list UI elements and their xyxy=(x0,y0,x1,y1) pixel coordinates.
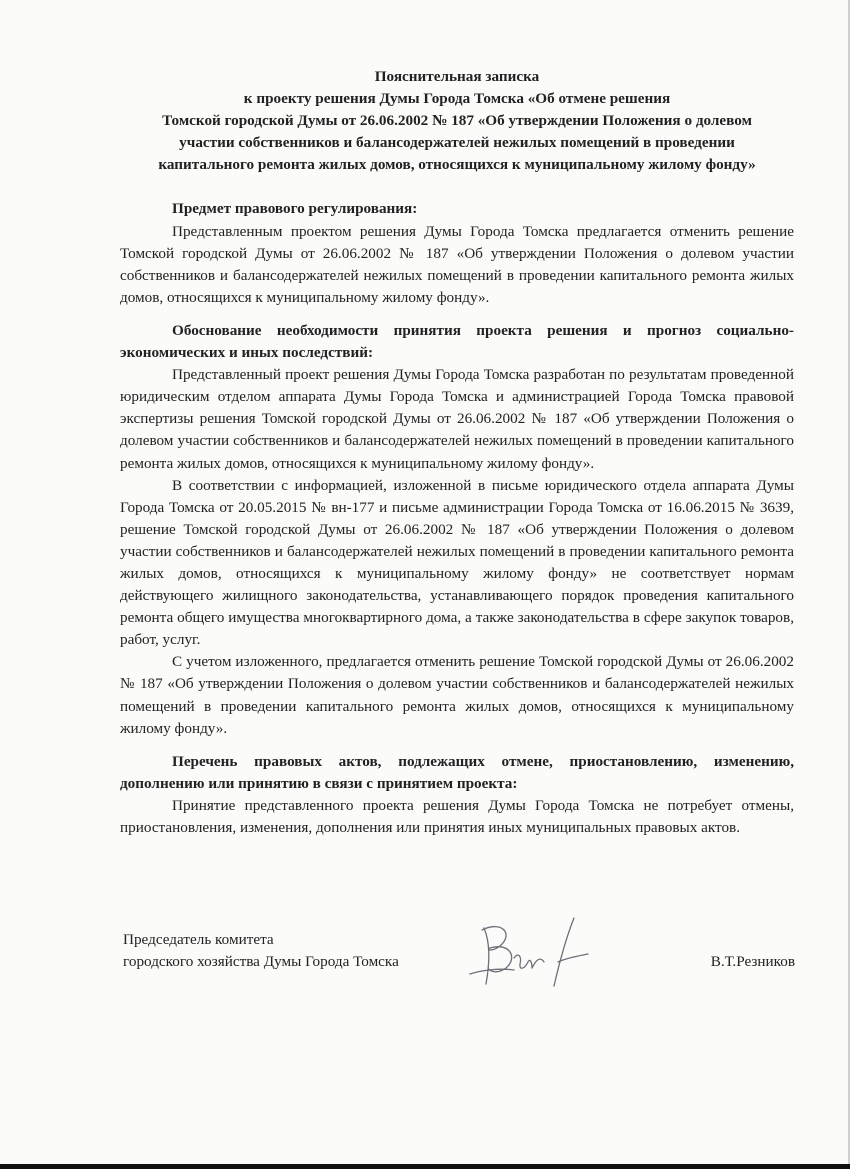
title-line: Пояснительная записка xyxy=(374,68,540,85)
section-paragraph: В соответствии с информацией, изложенной в письме юридического отдела аппарата Думы Города Томска от 20.05.2015 № вн-177 и письме администрации Города Томска от 16.06.2015 № 3639, решение Томской городской Думы от 26.06.2002 № 187 «Об утверждении Положения о долевом участии собственников и балансодержателей нежилых помещений в проведении капитального ремонта жилых домов, относящихся к муниципальному жилому фонду» не соответствует нормам действующего жилищного законодательства, устанавливающего порядок проведения капитального ремонта общего имущества многоквартирного дома, а также законодательства в сфере закупок товаров, работ, услуг. xyxy=(120,476,794,649)
section-paragraph: Принятие представленного проекта решения Думы Города Томска не потребует отмены, приостановления, изменения, дополнения или принятия иных муниципальных правовых актов. xyxy=(120,796,794,836)
title-line: к проекту решения Думы Города Томска «Об отмене решения xyxy=(243,90,671,108)
signer-position xyxy=(123,929,795,974)
title-line: капитального ремонта жилых домов, относящихся к муниципальному жилому фонду» xyxy=(158,156,756,174)
title-line: участии собственников и балансодержателей нежилых помещений в проведении xyxy=(179,134,735,152)
signature-block xyxy=(123,929,795,974)
signer-position-line: городского хозяйства Думы Города Томска xyxy=(123,953,399,971)
section-paragraph: С учетом изложенного, предлагается отменить решение Томской городской Думы от 26.06.2002 № 187 «Об утверждении Положения о долевом участии собственников и балансодержателей нежилых помещений в проведении капитального ремонта жилых домов, относящихся к муниципальному жилому фонду». xyxy=(120,653,794,737)
handwritten-signature xyxy=(462,912,602,997)
signer-name: В.Т.Резников xyxy=(710,953,795,970)
scan-edge xyxy=(0,1164,850,1169)
signer-position-line: Председатель комитета xyxy=(123,931,274,948)
section-heading-subject: Предмет правового регулирования: xyxy=(172,200,418,218)
section-paragraph: Представленным проектом решения Думы Города Томска предлагается отменить решение Томской городской Думы от 26.06.2002 № 187 «Об утверждении Положения о долевом участии собственников и балансодержателей нежилых помещений в проведении капитального ремонта жилых домов, относящихся к муниципальному жилому фонду». xyxy=(120,222,794,306)
section-paragraph: Представленный проект решения Думы Города Томска разработан по результатам проведенной юридическим отделом аппарата Думы Города Томска и администрацией Города Томска правовой экспертизы решения Томской городской Думы от 26.06.2002 № 187 «Об утверждении Положения о долевом участии собственников и балансодержателей нежилых помещений в проведении капитального ремонта жилых домов, относящихся к муниципальному жилому фонду». xyxy=(120,366,794,472)
document-body xyxy=(120,66,794,839)
title-line: Томской городской Думы от 26.06.2002 № 187 «Об утверждении Положения о долевом xyxy=(162,112,752,130)
section-heading-legal-acts: Перечень правовых актов, подлежащих отмене, приостановлению, изменению, дополнению или принятию в связи с принятием проекта: xyxy=(120,752,794,792)
document-title xyxy=(120,66,794,176)
section-heading-justification: Обоснование необходимости принятия проекта решения и прогноз социально-экономических и иных последствий: xyxy=(120,321,794,362)
